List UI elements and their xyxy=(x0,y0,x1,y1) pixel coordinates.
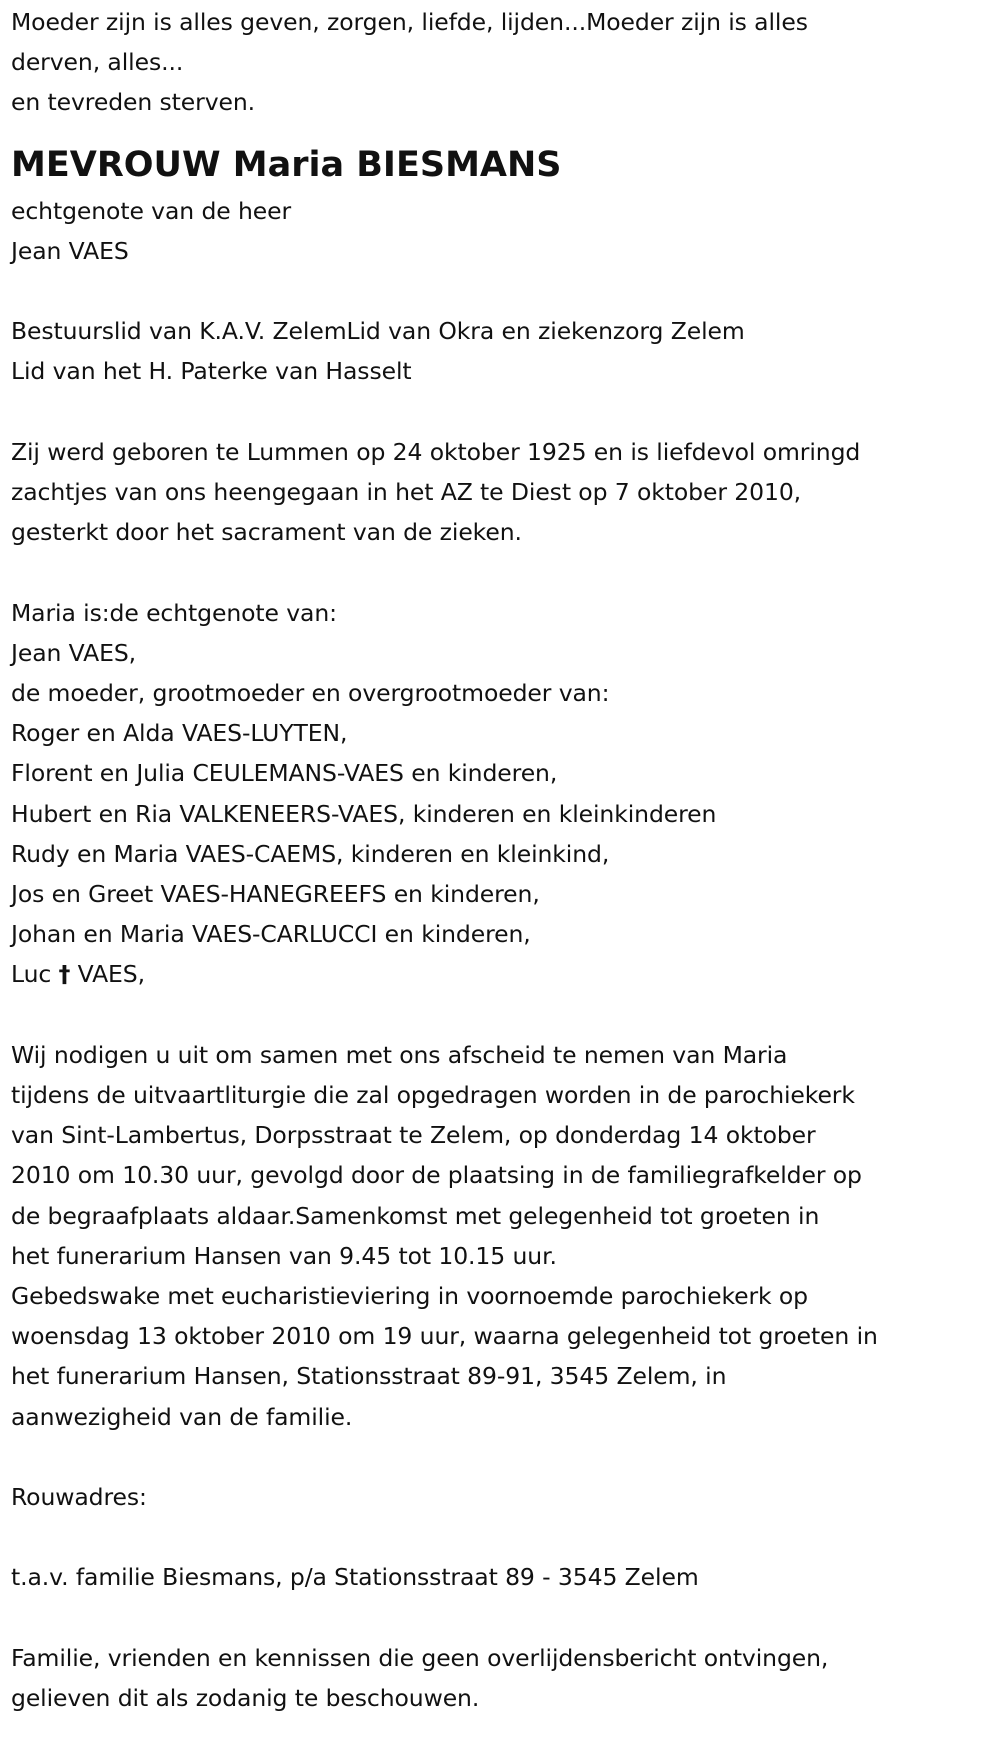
family-intro: Maria is:de echtgenote van: xyxy=(11,598,337,627)
cross-icon: † xyxy=(58,960,71,989)
membership-line: Lid van het H. Paterke van Hasselt xyxy=(11,357,412,386)
deceased-name: MEVROUW Maria BIESMANS xyxy=(11,144,562,185)
ceremony-line: Gebedswake met eucharistieviering in voornoemde parochiekerk op xyxy=(11,1282,809,1311)
family-child: Jos en Greet VAES-HANEGREEFS en kinderen, xyxy=(11,880,540,909)
ceremony-line: aanwezigheid van de familie. xyxy=(11,1402,353,1431)
closing-line: Familie, vrienden en kennissen die geen overlijdensbericht ontvingen, xyxy=(11,1643,829,1672)
closing-block xyxy=(11,1638,1000,1718)
family-spouse: Jean VAES, xyxy=(11,638,137,667)
closing-line: gelieven dit als zodanig te beschouwen. xyxy=(11,1684,480,1713)
family-child: Florent en Julia CEULEMANS-VAES en kinderen, xyxy=(11,759,558,788)
memberships-block xyxy=(11,311,1000,391)
family-children-intro: de moeder, grootmoeder en overgrootmoeder van: xyxy=(11,679,610,707)
family-block xyxy=(11,593,1000,995)
ceremony-line: woensdag 13 oktober 2010 om 19 uur, waarna gelegenheid tot groeten in xyxy=(11,1322,878,1351)
address-label: Rouwadres: xyxy=(11,1483,147,1512)
ceremony-line: 2010 om 10.30 uur, gevolgd door de plaatsing in de familiegrafkelder op xyxy=(11,1161,862,1190)
ceremony-line: Wij nodigen u uit om samen met ons afscheid te nemen van Maria xyxy=(11,1040,788,1069)
motto-line: derven, alles... xyxy=(11,48,184,77)
deceased-child-last: VAES, xyxy=(77,960,145,989)
address-value: t.a.v. familie Biesmans, p/a Stationsstraat 89 - 3545 Zelem xyxy=(11,1563,699,1592)
motto-line: en tevreden sterven. xyxy=(11,88,256,117)
birth-death-block xyxy=(11,432,1000,553)
ceremony-line: van Sint-Lambertus, Dorpsstraat te Zelem, op donderdag 14 oktober xyxy=(11,1121,816,1150)
birth-death-line: gesterkt door het sacrament van de zieken. xyxy=(11,518,522,547)
ceremony-line: tijdens de uitvaartliturgie die zal opgedragen worden in de parochiekerk xyxy=(11,1081,855,1110)
family-child: Johan en Maria VAES-CARLUCCI en kinderen, xyxy=(11,920,531,949)
birth-death-line: Zij werd geboren te Lummen op 24 oktober 1925 en is liefdevol omringd xyxy=(11,437,861,466)
ceremony-block xyxy=(11,1035,1000,1437)
motto-line: Moeder zijn is alles geven, zorgen, liefde, lijden...Moeder zijn is alles xyxy=(11,8,808,36)
family-deceased-child xyxy=(11,954,1000,994)
birth-death-line: zachtjes van ons heengegaan in het AZ te Diest op 7 oktober 2010, xyxy=(11,478,802,506)
family-child: Roger en Alda VAES-LUYTEN, xyxy=(11,719,348,748)
membership-line: Bestuurslid van K.A.V. ZelemLid van Okra en ziekenzorg Zelem xyxy=(11,317,745,346)
ceremony-line: de begraafplaats aldaar.Samenkomst met gelegenheid tot groeten in xyxy=(11,1201,820,1230)
deceased-child-first: Luc xyxy=(11,960,52,989)
spouse-line: echtgenote van de heer xyxy=(11,196,292,225)
motto-block xyxy=(11,2,1000,123)
family-child: Rudy en Maria VAES-CAEMS, kinderen en kleinkind, xyxy=(11,839,610,868)
spouse-name: Jean VAES xyxy=(11,236,129,265)
ceremony-line: het funerarium Hansen, Stationsstraat 89-91, 3545 Zelem, in xyxy=(11,1362,727,1391)
ceremony-line: het funerarium Hansen van 9.45 tot 10.15 uur. xyxy=(11,1241,557,1270)
family-child: Hubert en Ria VALKENEERS-VAES, kinderen en kleinkinderen xyxy=(11,799,717,828)
